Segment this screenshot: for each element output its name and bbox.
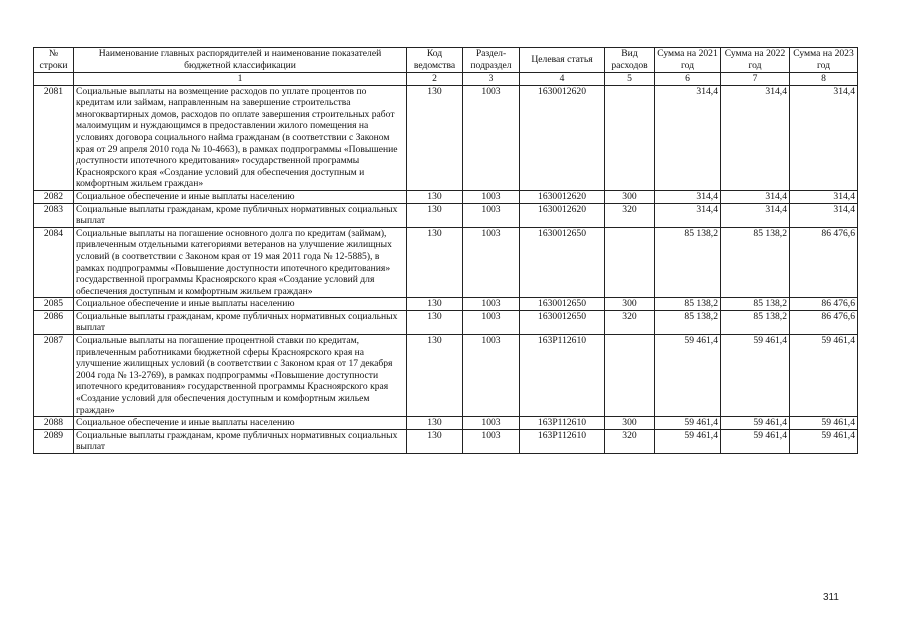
header-section: Раздел-подраздел xyxy=(463,48,520,73)
row-name: Социальные выплаты на погашение основного долга по кредитам (займам), привлеченным отдельными категориями ветеранов на улучшение жилищных условий (в соответствии с Законом края от 19 мая 2011 года № 12-5885), в рамках подпрограммы «Повышение доступности ипотечного кредитования» государственной программы Красноярского края «Создание условий для обеспечения доступным и комфортным жильем граждан» xyxy=(74,227,407,298)
table-header xyxy=(34,48,858,86)
expense-type xyxy=(605,227,655,298)
header-sum-2023: Сумма на 2023 год xyxy=(790,48,858,73)
sum-2022: 85 138,2 xyxy=(721,310,790,334)
sum-2022: 314,4 xyxy=(721,85,790,190)
column-number: 5 xyxy=(605,73,655,86)
target-article: 1630012620 xyxy=(520,190,605,203)
header-sum-2022: Сумма на 2022 год xyxy=(721,48,790,73)
column-number: 8 xyxy=(790,73,858,86)
sum-2022: 85 138,2 xyxy=(721,227,790,298)
department-code: 130 xyxy=(407,310,463,334)
row-name: Социальные выплаты на возмещение расходов по уплате процентов по кредитам или займам, направленным на завершение строительства многоквартирных домов, расходов по оплате завершения строительных работ малоимущим и нуждающимся в предоставлении жилого помещения на условиях договора социального найма гражданам (в соответствии с Законом края от 29 апреля 2010 года № 10-4663), в рамках подпрограммы «Повышение доступности ипотечного кредитования» государственной программы Красноярского края «Создание условий для обеспечения доступным и комфортным жильем граждан» xyxy=(74,85,407,190)
table-row xyxy=(34,310,858,334)
table-row xyxy=(34,335,858,417)
section-code: 1003 xyxy=(463,417,520,430)
column-number: 4 xyxy=(520,73,605,86)
row-number: 2084 xyxy=(34,227,74,298)
sum-2023: 86 476,6 xyxy=(790,310,858,334)
sum-2021: 85 138,2 xyxy=(655,227,721,298)
section-code: 1003 xyxy=(463,85,520,190)
section-code: 1003 xyxy=(463,227,520,298)
sum-2021: 59 461,4 xyxy=(655,417,721,430)
table-row xyxy=(34,85,858,190)
sum-2021: 314,4 xyxy=(655,190,721,203)
table-row xyxy=(34,417,858,430)
expense-type: 300 xyxy=(605,298,655,311)
row-name: Социальное обеспечение и иные выплаты населению xyxy=(74,190,407,203)
target-article: 1630012650 xyxy=(520,310,605,334)
page-number: 311 xyxy=(823,592,839,603)
column-number: 2 xyxy=(407,73,463,86)
row-name: Социальные выплаты гражданам, кроме публичных нормативных социальных выплат xyxy=(74,429,407,453)
sum-2022: 59 461,4 xyxy=(721,417,790,430)
row-number: 2088 xyxy=(34,417,74,430)
header-row xyxy=(34,48,858,73)
sum-2023: 314,4 xyxy=(790,203,858,227)
expense-type: 300 xyxy=(605,190,655,203)
column-number: 7 xyxy=(721,73,790,86)
sum-2023: 314,4 xyxy=(790,190,858,203)
column-number: 3 xyxy=(463,73,520,86)
sum-2021: 314,4 xyxy=(655,85,721,190)
sum-2021: 314,4 xyxy=(655,203,721,227)
header-target-article: Целевая статья xyxy=(520,48,605,73)
budget-table xyxy=(33,47,858,454)
row-number: 2089 xyxy=(34,429,74,453)
expense-type xyxy=(605,335,655,417)
expense-type: 300 xyxy=(605,417,655,430)
table-row xyxy=(34,227,858,298)
expense-type: 320 xyxy=(605,310,655,334)
row-name: Социальное обеспечение и иные выплаты населению xyxy=(74,417,407,430)
row-name: Социальные выплаты гражданам, кроме публичных нормативных социальных выплат xyxy=(74,310,407,334)
row-number: 2081 xyxy=(34,85,74,190)
header-row-number: № строки xyxy=(34,48,74,73)
section-code: 1003 xyxy=(463,298,520,311)
department-code: 130 xyxy=(407,335,463,417)
sum-2023: 59 461,4 xyxy=(790,429,858,453)
department-code: 130 xyxy=(407,190,463,203)
column-number: 6 xyxy=(655,73,721,86)
column-number-row xyxy=(34,73,858,86)
target-article: 163P112610 xyxy=(520,429,605,453)
expense-type: 320 xyxy=(605,429,655,453)
section-code: 1003 xyxy=(463,335,520,417)
row-number: 2087 xyxy=(34,335,74,417)
sum-2022: 59 461,4 xyxy=(721,335,790,417)
sum-2023: 59 461,4 xyxy=(790,335,858,417)
section-code: 1003 xyxy=(463,310,520,334)
row-number: 2086 xyxy=(34,310,74,334)
row-number: 2082 xyxy=(34,190,74,203)
section-code: 1003 xyxy=(463,203,520,227)
table-body xyxy=(34,85,858,453)
table-row xyxy=(34,203,858,227)
target-article: 163P112610 xyxy=(520,417,605,430)
row-name: Социальные выплаты гражданам, кроме публичных нормативных социальных выплат xyxy=(74,203,407,227)
section-code: 1003 xyxy=(463,429,520,453)
expense-type xyxy=(605,85,655,190)
sum-2021: 85 138,2 xyxy=(655,298,721,311)
row-number: 2085 xyxy=(34,298,74,311)
department-code: 130 xyxy=(407,227,463,298)
sum-2022: 314,4 xyxy=(721,203,790,227)
target-article: 1630012650 xyxy=(520,227,605,298)
row-number: 2083 xyxy=(34,203,74,227)
row-name: Социальное обеспечение и иные выплаты населению xyxy=(74,298,407,311)
department-code: 130 xyxy=(407,298,463,311)
header-department-code: Код ведомства xyxy=(407,48,463,73)
header-sum-2021: Сумма на 2021 год xyxy=(655,48,721,73)
department-code: 130 xyxy=(407,85,463,190)
row-name: Социальные выплаты на погашение процентной ставки по кредитам, привлеченным работниками бюджетной сферы Красноярского края на улучшение жилищных условий (в соответствии с Законом края от 17 декабря 2004 года № 13-2769), в рамках подпрограммы «Повышение доступности ипотечного кредитования» государственной программы Красноярского края «Создание условий для обеспечения доступным и комфортным жильем граждан» xyxy=(74,335,407,417)
sum-2022: 59 461,4 xyxy=(721,429,790,453)
table-row xyxy=(34,429,858,453)
header-name: Наименование главных распорядителей и наименование показателей бюджетной классификации xyxy=(74,48,407,73)
department-code: 130 xyxy=(407,429,463,453)
section-code: 1003 xyxy=(463,190,520,203)
sum-2023: 86 476,6 xyxy=(790,298,858,311)
sum-2021: 85 138,2 xyxy=(655,310,721,334)
target-article: 1630012620 xyxy=(520,85,605,190)
department-code: 130 xyxy=(407,203,463,227)
table-row xyxy=(34,190,858,203)
sum-2022: 314,4 xyxy=(721,190,790,203)
column-number xyxy=(34,73,74,86)
target-article: 163P112610 xyxy=(520,335,605,417)
sum-2023: 86 476,6 xyxy=(790,227,858,298)
table-row xyxy=(34,298,858,311)
expense-type: 320 xyxy=(605,203,655,227)
sum-2023: 59 461,4 xyxy=(790,417,858,430)
sum-2023: 314,4 xyxy=(790,85,858,190)
target-article: 1630012650 xyxy=(520,298,605,311)
department-code: 130 xyxy=(407,417,463,430)
column-number: 1 xyxy=(74,73,407,86)
header-expense-type: Вид расходов xyxy=(605,48,655,73)
target-article: 1630012620 xyxy=(520,203,605,227)
sum-2021: 59 461,4 xyxy=(655,429,721,453)
sum-2021: 59 461,4 xyxy=(655,335,721,417)
sum-2022: 85 138,2 xyxy=(721,298,790,311)
